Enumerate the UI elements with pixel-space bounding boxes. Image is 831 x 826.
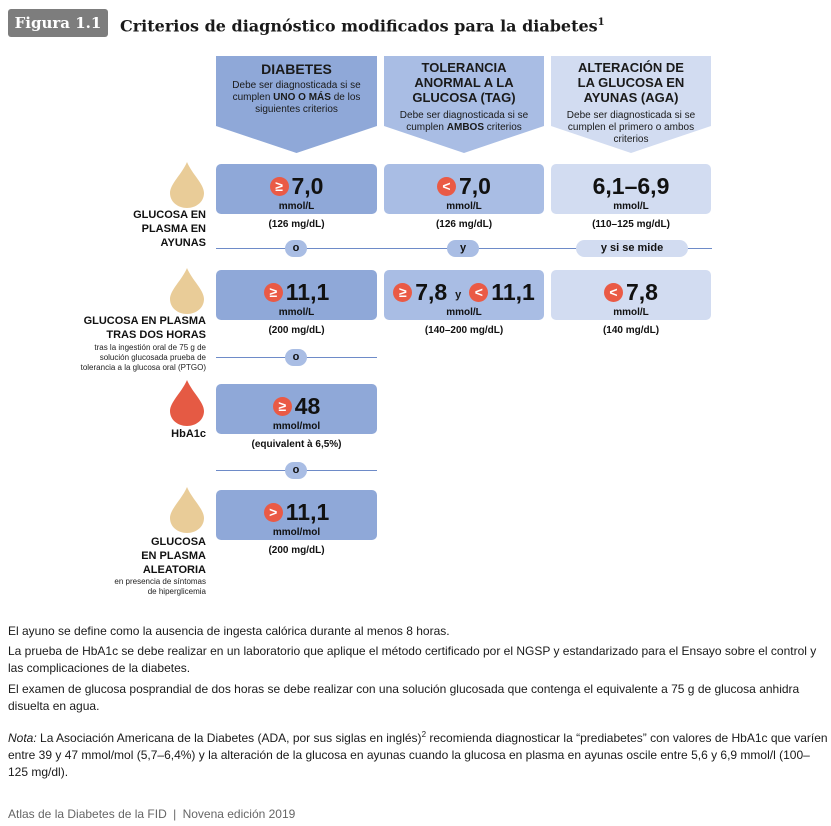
connector-pill: o	[285, 240, 307, 257]
row-sublabel-line: solución glucosada prueba de	[99, 353, 206, 362]
row-sublabel-line: de hiperglicemia	[147, 587, 206, 596]
value-box-ogtt-tag	[384, 270, 544, 320]
unit-label: mmol/L	[278, 307, 315, 318]
figure-label: Figura 1.1	[8, 9, 108, 37]
figure-title	[120, 9, 605, 37]
row-label-line: AYUNAS	[160, 237, 206, 249]
mgdl-label: (200 mg/dL)	[268, 325, 325, 336]
row-label-ogtt	[40, 314, 206, 342]
desc-emphasis: AMBOS	[446, 122, 484, 133]
column-header-tag	[384, 56, 544, 153]
desc-emphasis: UNO O MÁS	[273, 92, 331, 103]
value-box-ogtt-aga	[551, 270, 711, 320]
value: 6,1–6,9	[592, 172, 670, 199]
title-reference: 1	[597, 17, 605, 28]
unit-label: mmol/L	[446, 201, 482, 212]
value-box-fasting-diabetes	[216, 164, 377, 214]
row-label-line: ALEATORIA	[142, 564, 206, 576]
column-title-line: TOLERANCIA	[421, 60, 507, 75]
column-title-line: AYUNAS (AGA)	[583, 90, 679, 105]
unit-label: mmol/L	[446, 307, 482, 318]
figure-title-text: Criterios de diagnóstico modificados para la diabetes	[120, 16, 598, 36]
row-sublabel-line: en presencia de síntomas	[114, 577, 206, 586]
note-fasting: El ayuno se define como la ausencia de ingesta calórica durante al menos 8 horas.	[8, 624, 450, 638]
footer-book: Atlas de la Diabetes de la FID	[8, 807, 167, 821]
column-title-line: ANORMAL A LA	[414, 75, 514, 90]
desc-part: Debe ser diagnosticada si se cumplen	[232, 80, 361, 103]
connector-pill: y si se mide	[576, 240, 688, 257]
row-label-random	[100, 535, 206, 577]
value-box-hba1c-diabetes	[216, 384, 377, 434]
note-text: La Asociación Americana de la Diabetes (ADA, por sus siglas en inglés)	[36, 731, 422, 745]
footer-separator: |	[173, 807, 177, 821]
greater-equal-icon: ≥	[393, 283, 412, 302]
value: 7,8	[626, 278, 658, 305]
value-box-fasting-aga	[551, 164, 711, 214]
value: 11,1	[285, 498, 330, 525]
unit-label: mmol/L	[613, 201, 649, 212]
mgdl-label: (126 mg/dL)	[435, 219, 493, 230]
row-label-line: EN PLASMA	[141, 550, 206, 562]
value-box-ogtt-diabetes	[216, 270, 377, 320]
value-box-fasting-tag	[384, 164, 544, 214]
drop-icon	[170, 380, 204, 426]
drop-icon	[170, 487, 204, 533]
desc-part: criterios	[484, 122, 522, 133]
desc-part: Debe ser diagnosticada si se cumplen	[399, 110, 529, 133]
greater-than-icon: >	[264, 503, 283, 522]
unit-label: mmol/mol	[272, 527, 321, 538]
unit-label: mmol/L	[278, 201, 315, 212]
connector-pill: o	[285, 349, 307, 366]
mgdl-label: (110–125 mg/dL)	[592, 219, 670, 230]
column-description	[390, 110, 538, 134]
value: 11,1	[491, 278, 535, 305]
column-description	[222, 80, 371, 116]
footer	[8, 807, 295, 821]
greater-equal-icon: ≥	[273, 397, 292, 416]
mgdl-label: (200 mg/dL)	[268, 545, 325, 556]
footer-edition: Novena edición 2019	[182, 807, 296, 821]
note-hba1c: La prueba de HbA1c se debe realizar en un laboratorio que aplique el método certificado por el NGSP y estandarizado para el Ensayo sobre el control y las complicaciones de la diabetes.	[8, 644, 817, 675]
column-description: Debe ser diagnosticada si se cumplen el primero o ambos criterios	[566, 110, 696, 145]
mgdl-label: (126 mg/dL)	[268, 219, 325, 230]
row-label-line: GLUCOSA EN PLASMA	[83, 315, 206, 327]
drop-icon	[170, 162, 204, 208]
value: 7,8	[415, 278, 448, 305]
row-sublabel-line: tras la ingestión oral de 75 g de	[94, 343, 206, 352]
column-title-line: GLUCOSA (TAG)	[412, 90, 516, 105]
column-header-aga	[551, 56, 711, 153]
connector-pill: y	[447, 240, 479, 257]
value: 7,0	[291, 172, 324, 199]
note-ada	[8, 726, 828, 781]
mgdl-label: (140–200 mg/dL)	[424, 325, 504, 336]
less-than-icon: <	[604, 283, 623, 302]
drop-icon	[170, 268, 204, 314]
row-sublabel-ogtt	[40, 343, 206, 373]
row-label-line: TRAS DOS HORAS	[106, 329, 206, 341]
unit-label: mmol/mol	[272, 421, 321, 432]
column-title: DIABETES	[261, 61, 332, 77]
value-box-random-diabetes	[216, 490, 377, 540]
unit-label: mmol/L	[613, 307, 649, 318]
connector-pill: o	[285, 462, 307, 479]
note-label: Nota:	[8, 731, 37, 745]
value: 11,1	[285, 278, 330, 305]
column-header-diabetes	[216, 56, 377, 153]
row-label-hba1c: HbA1c	[171, 428, 206, 440]
row-label-line: GLUCOSA	[151, 536, 206, 548]
row-sublabel-line: tolerancia a la glucosa oral (PTGO)	[80, 363, 206, 372]
row-sublabel-random	[60, 577, 206, 597]
row-label-line: PLASMA EN	[141, 223, 206, 235]
value: 7,0	[459, 172, 491, 199]
note-ogtt: El examen de glucosa posprandial de dos horas se debe realizar con una solución glucosada que contenga el equivalente a 75 g de glucosa anhidra disuelta en agua.	[8, 682, 800, 713]
greater-equal-icon: ≥	[264, 283, 283, 302]
greater-equal-icon: ≥	[270, 177, 289, 196]
desc-part: de los siguientes criterios	[255, 92, 361, 115]
equivalence-label: (equivalent à 6,5%)	[251, 439, 342, 450]
less-than-icon: <	[469, 283, 488, 302]
note-text: recomienda diagnosticar la “prediabetes” con valores de HbA1c que varíen entre 39 y 47 mmol/mol (5,7–6,4%) y la alteración de la glucosa en ayunas cuando la glucosa en plasma en ayunas oscile entre 5,6 y 6,9 mmol/l (100–125 mg/dl).	[8, 731, 828, 779]
conjunction: y	[455, 289, 462, 301]
note-reference: 2	[421, 730, 427, 739]
row-label-fasting	[100, 208, 206, 250]
value: 48	[294, 392, 321, 419]
row-label-line: GLUCOSA EN	[133, 209, 206, 221]
less-than-icon: <	[437, 177, 456, 196]
column-title-line: LA GLUCOSA EN	[577, 75, 685, 90]
column-title-line: ALTERACIÓN DE	[578, 60, 684, 75]
mgdl-label: (140 mg/dL)	[602, 325, 660, 336]
